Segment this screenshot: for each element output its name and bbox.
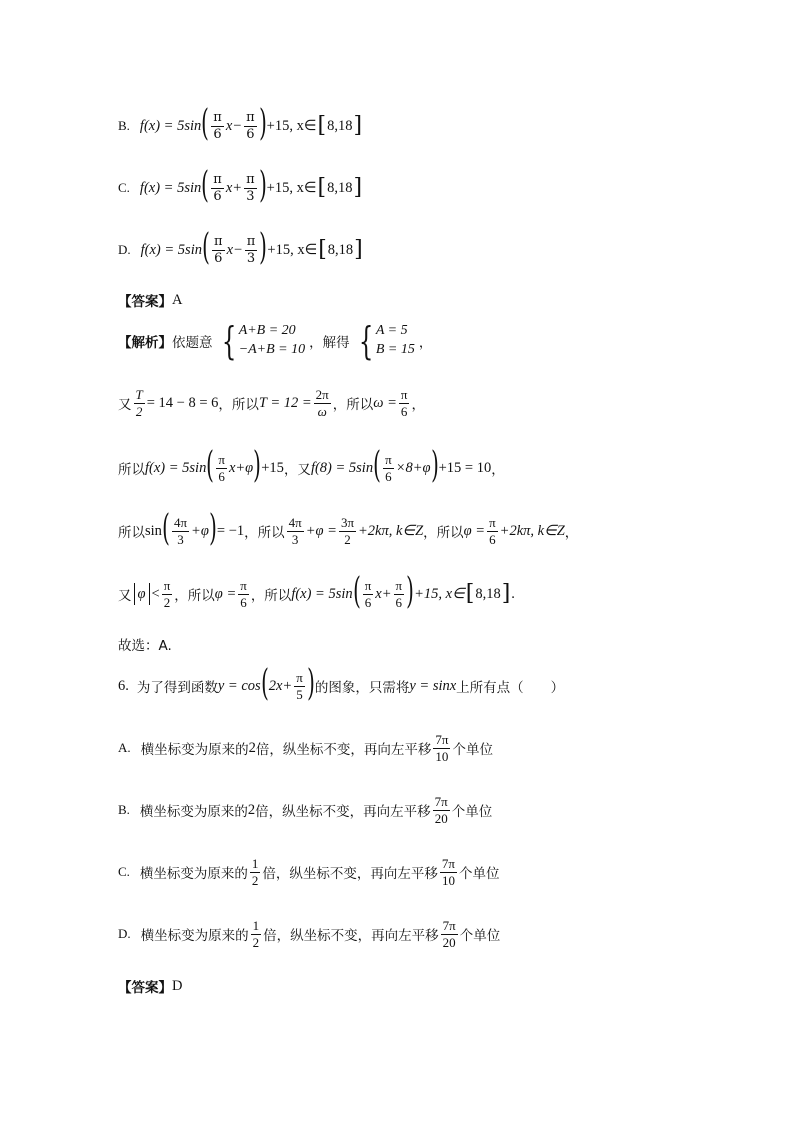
option-c-prev: C. f(x) = 5sin ( $\frac{\pi}{6}$ x+ $\frac{\pi}{3}$ ) +15, x∈ [ 8,18 ] bbox=[118, 165, 363, 206]
option-label: D. bbox=[118, 242, 131, 257]
formula-text: ω = bbox=[373, 394, 397, 411]
analysis-tag: 【解析】 bbox=[118, 335, 172, 351]
analysis-line-5: 又 φ < $\frac{\pi}{2}$ ，所以 φ = $\frac{\pi}{6}$ ，所以 f(x) = 5sin ( $\frac{\pi}{6}$ x+ $\frac{\pi}{6}$ ) +15, x∈ [ 8,18 ] . bbox=[118, 571, 515, 612]
paren: ( bbox=[201, 103, 210, 144]
answer-tag: 【答案】 bbox=[118, 980, 172, 996]
formula-text: +15, x∈ bbox=[266, 117, 317, 134]
formula-text: x− bbox=[226, 241, 243, 258]
choose-line: 故选：A. bbox=[118, 638, 172, 654]
option-6d: D. 横坐标变为原来的 $\frac{1}{2}$ 倍，纵坐标不变，再向左平移 $\frac{7\pi}{20}$ 个单位 bbox=[118, 918, 501, 950]
analysis-text: ，解得 bbox=[309, 335, 350, 351]
formula-text: = 14 − 8 = 6 bbox=[146, 394, 219, 411]
option-d-prev: D. f(x) = 5sin ( $\frac{\pi}{6}$ x− $\frac{\pi}{3}$ ) +15, x∈ [ 8,18 ] bbox=[118, 227, 363, 268]
formula-text: f(x) = 5sin bbox=[139, 179, 202, 196]
analysis-line-1: 【解析】 依题意 { A+B = 20 −A+B = 10 ，解得 { A = 5 B = 15 ， bbox=[118, 319, 433, 363]
formula-text: f(x) = 5sin bbox=[145, 459, 207, 476]
formula-text: +15, x∈ bbox=[266, 179, 317, 196]
answer-2 bbox=[118, 976, 182, 996]
question-number: 6. bbox=[118, 677, 129, 694]
formula-text: x− bbox=[225, 117, 243, 134]
formula-text: f(8) = 5sin bbox=[310, 459, 374, 476]
paren: ) bbox=[258, 103, 267, 144]
fraction: $\frac{\pi}{6}$ bbox=[246, 109, 255, 142]
option-label: B. bbox=[118, 118, 130, 133]
fraction: $\frac{\pi}{6}$ bbox=[213, 109, 222, 142]
fraction: $\frac{\pi}{3}$ bbox=[246, 233, 256, 266]
fraction: $\frac{\pi}{3}$ bbox=[246, 171, 255, 204]
interval: 8,18 bbox=[327, 179, 353, 196]
question-6: 6. 为了得到函数 y = cos ( 2x+ $\frac{\pi}{5}$ ) 的图象，只需将 y = sinx 上所有点（ ） bbox=[118, 663, 565, 704]
formula-text: x+ bbox=[225, 179, 243, 196]
option-6a: A. 横坐标变为原来的 2 倍，纵坐标不变，再向左平移 $\frac{7\pi}{10}$ 个单位 bbox=[118, 732, 493, 764]
option-6c: C. 横坐标变为原来的 $\frac{1}{2}$ 倍，纵坐标不变，再向左平移 $\frac{7\pi}{10}$ 个单位 bbox=[118, 856, 500, 888]
analysis-line-4: 所以 sin ( $\frac{4\pi}{3}$ +φ ) = −1 ，所以 $\frac{4\pi}{3}$ +φ = $\frac{3\pi}{2}$ +2kπ, k∈Z ，所以 φ = $\frac{\pi}{6}$ +2kπ, k∈Z ， bbox=[118, 508, 579, 549]
analysis-line-3: 所以 f(x) = 5sin ( $\frac{\pi}{6}$ x+φ ) +15 ，又 f(8) = 5sin ( $\frac{\pi}{6}$ ×8+φ ) +15 = 10 ， bbox=[118, 445, 505, 486]
option-6b: B. 横坐标变为原来的 2 倍，纵坐标不变，再向左平移 $\frac{7\pi}{20}$ 个单位 bbox=[118, 794, 493, 826]
equation-system: { A = 5 B = 15 bbox=[358, 319, 415, 363]
analysis-line-2: 又 $\frac{T}{2}$ = 14 − 8 = 6 ，所以 T = 12 = $\frac{2\pi}{\omega}$ ，所以 ω = $\frac{\pi}{6}$ ， bbox=[118, 387, 425, 419]
analysis-text: 依题意 bbox=[172, 335, 213, 351]
interval: 8,18 bbox=[327, 241, 354, 258]
answer-tag: 【答案】 bbox=[118, 294, 172, 310]
option-label: C. bbox=[118, 180, 130, 195]
option-b-prev: B. f(x) = 5sin ( $\frac{\pi}{6}$ x− $\frac{\pi}{6}$ ) +15, x∈ [ 8,18 ] bbox=[118, 103, 363, 144]
formula-text: T = 12 = bbox=[258, 394, 312, 411]
formula-text: f(x) = 5sin bbox=[139, 117, 202, 134]
interval: 8,18 bbox=[327, 117, 353, 134]
formula-text: f(x) = 5sin bbox=[140, 241, 202, 258]
equation-system: { A+B = 20 −A+B = 10 bbox=[221, 319, 306, 363]
answer-value: D bbox=[172, 977, 183, 994]
answer-value: A bbox=[172, 291, 183, 308]
answer-1 bbox=[118, 290, 182, 310]
formula-text: +15, x∈ bbox=[267, 241, 318, 258]
